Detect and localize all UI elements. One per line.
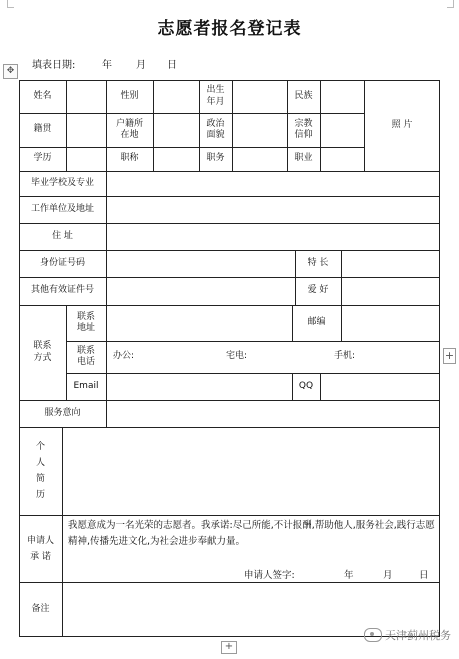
wechat-icon <box>364 628 382 642</box>
label-hukou-cell <box>106 113 153 147</box>
label-occupation: 职业 <box>294 153 313 164</box>
label-home-phone: 宅电: <box>226 351 248 362</box>
label-contact-cell <box>19 305 66 400</box>
label-contact-address: 联系地址 <box>76 311 95 333</box>
sign-month: 月 <box>383 570 393 581</box>
sign-day: 日 <box>419 570 429 581</box>
label-politics: 政治面貌 <box>206 118 225 140</box>
form-title: 志愿者报名登记表 <box>157 19 302 39</box>
volunteer-promise-text: 我愿意成为一名光荣的志愿者。我承诺:尽己所能,不计报酬,帮助他人,服务社会,践行志愿精神,传播先进文化,为社会进步奉献力量。 <box>68 520 435 547</box>
page-corner-mark-right <box>447 0 454 8</box>
label-applicant-signature: 申请人签字: <box>244 570 295 581</box>
label-applicant-cell <box>19 515 62 582</box>
grid-line <box>66 373 440 374</box>
table-move-handle-icon[interactable]: ✥ <box>3 64 18 79</box>
label-school-major: 毕业学校及专业 <box>30 177 94 188</box>
label-other-id: 其他有效证件号 <box>30 285 94 296</box>
label-id-number: 身份证号码 <box>39 257 85 268</box>
label-contact-phone-cell <box>66 341 106 373</box>
photo-box: 照 片 <box>391 119 413 130</box>
insert-row-plus-icon[interactable]: + <box>221 641 237 654</box>
watermark-text: 天津蓟州税务 <box>385 629 451 642</box>
label-work-unit: 工作单位及地址 <box>30 203 94 214</box>
label-job-title: 职称 <box>120 153 139 164</box>
sign-year: 年 <box>344 570 354 581</box>
label-office-phone: 办公: <box>113 351 135 362</box>
label-birth-cell <box>199 80 232 113</box>
grid-line <box>62 582 63 637</box>
label-contact-phone: 联系电话 <box>76 345 95 367</box>
label-gender: 性别 <box>120 90 139 101</box>
grid-line <box>19 582 440 583</box>
grid-line <box>62 427 63 582</box>
grid-line <box>320 373 321 400</box>
grid-line <box>106 400 107 427</box>
grid-line <box>232 80 233 171</box>
fill-date-day: 日 <box>167 60 177 71</box>
label-specialty: 特 长 <box>307 257 329 268</box>
label-religion-cell <box>287 113 320 147</box>
label-politics-cell <box>199 113 232 147</box>
label-remarks: 备注 <box>31 603 50 614</box>
fill-date-label: 填表日期: <box>32 60 76 71</box>
label-name: 姓名 <box>33 90 52 101</box>
label-religion: 宗教信仰 <box>294 118 313 140</box>
fill-date-year: 年 <box>102 60 112 71</box>
fill-date-month: 月 <box>136 60 146 71</box>
label-resume: 个人简历 <box>35 442 45 500</box>
grid-line <box>153 80 154 171</box>
label-ethnic: 民族 <box>294 90 313 101</box>
label-hobby: 爱 好 <box>307 285 329 296</box>
grid-line <box>66 80 67 171</box>
label-zip: 邮编 <box>307 317 326 328</box>
label-qq: QQ <box>298 380 314 391</box>
page-corner-mark-left <box>7 0 14 8</box>
label-service-intention: 服务意向 <box>44 407 81 418</box>
grid-line <box>320 80 321 171</box>
label-position: 职务 <box>206 153 225 164</box>
label-address: 住 址 <box>52 230 73 241</box>
label-mobile: 手机: <box>334 351 356 362</box>
label-education: 学历 <box>33 153 52 164</box>
label-native-place: 籍贯 <box>33 124 52 135</box>
grid-line <box>106 305 107 400</box>
label-hukou: 户籍所在地 <box>115 118 143 140</box>
label-contact-address-cell <box>66 305 106 341</box>
label-email: Email <box>73 380 99 391</box>
grid-line <box>341 250 342 305</box>
label-birth: 出生年月 <box>206 85 225 107</box>
label-contact-method: 联系方式 <box>33 341 52 363</box>
grid-line <box>19 427 440 428</box>
label-applicant-promise: 申请人承 诺 <box>26 535 54 562</box>
grid-line <box>341 305 342 341</box>
watermark <box>364 627 451 643</box>
grid-line <box>19 515 440 516</box>
grid-line <box>106 171 107 305</box>
insert-column-plus-icon[interactable]: + <box>444 349 455 362</box>
label-resume-cell <box>19 427 62 515</box>
